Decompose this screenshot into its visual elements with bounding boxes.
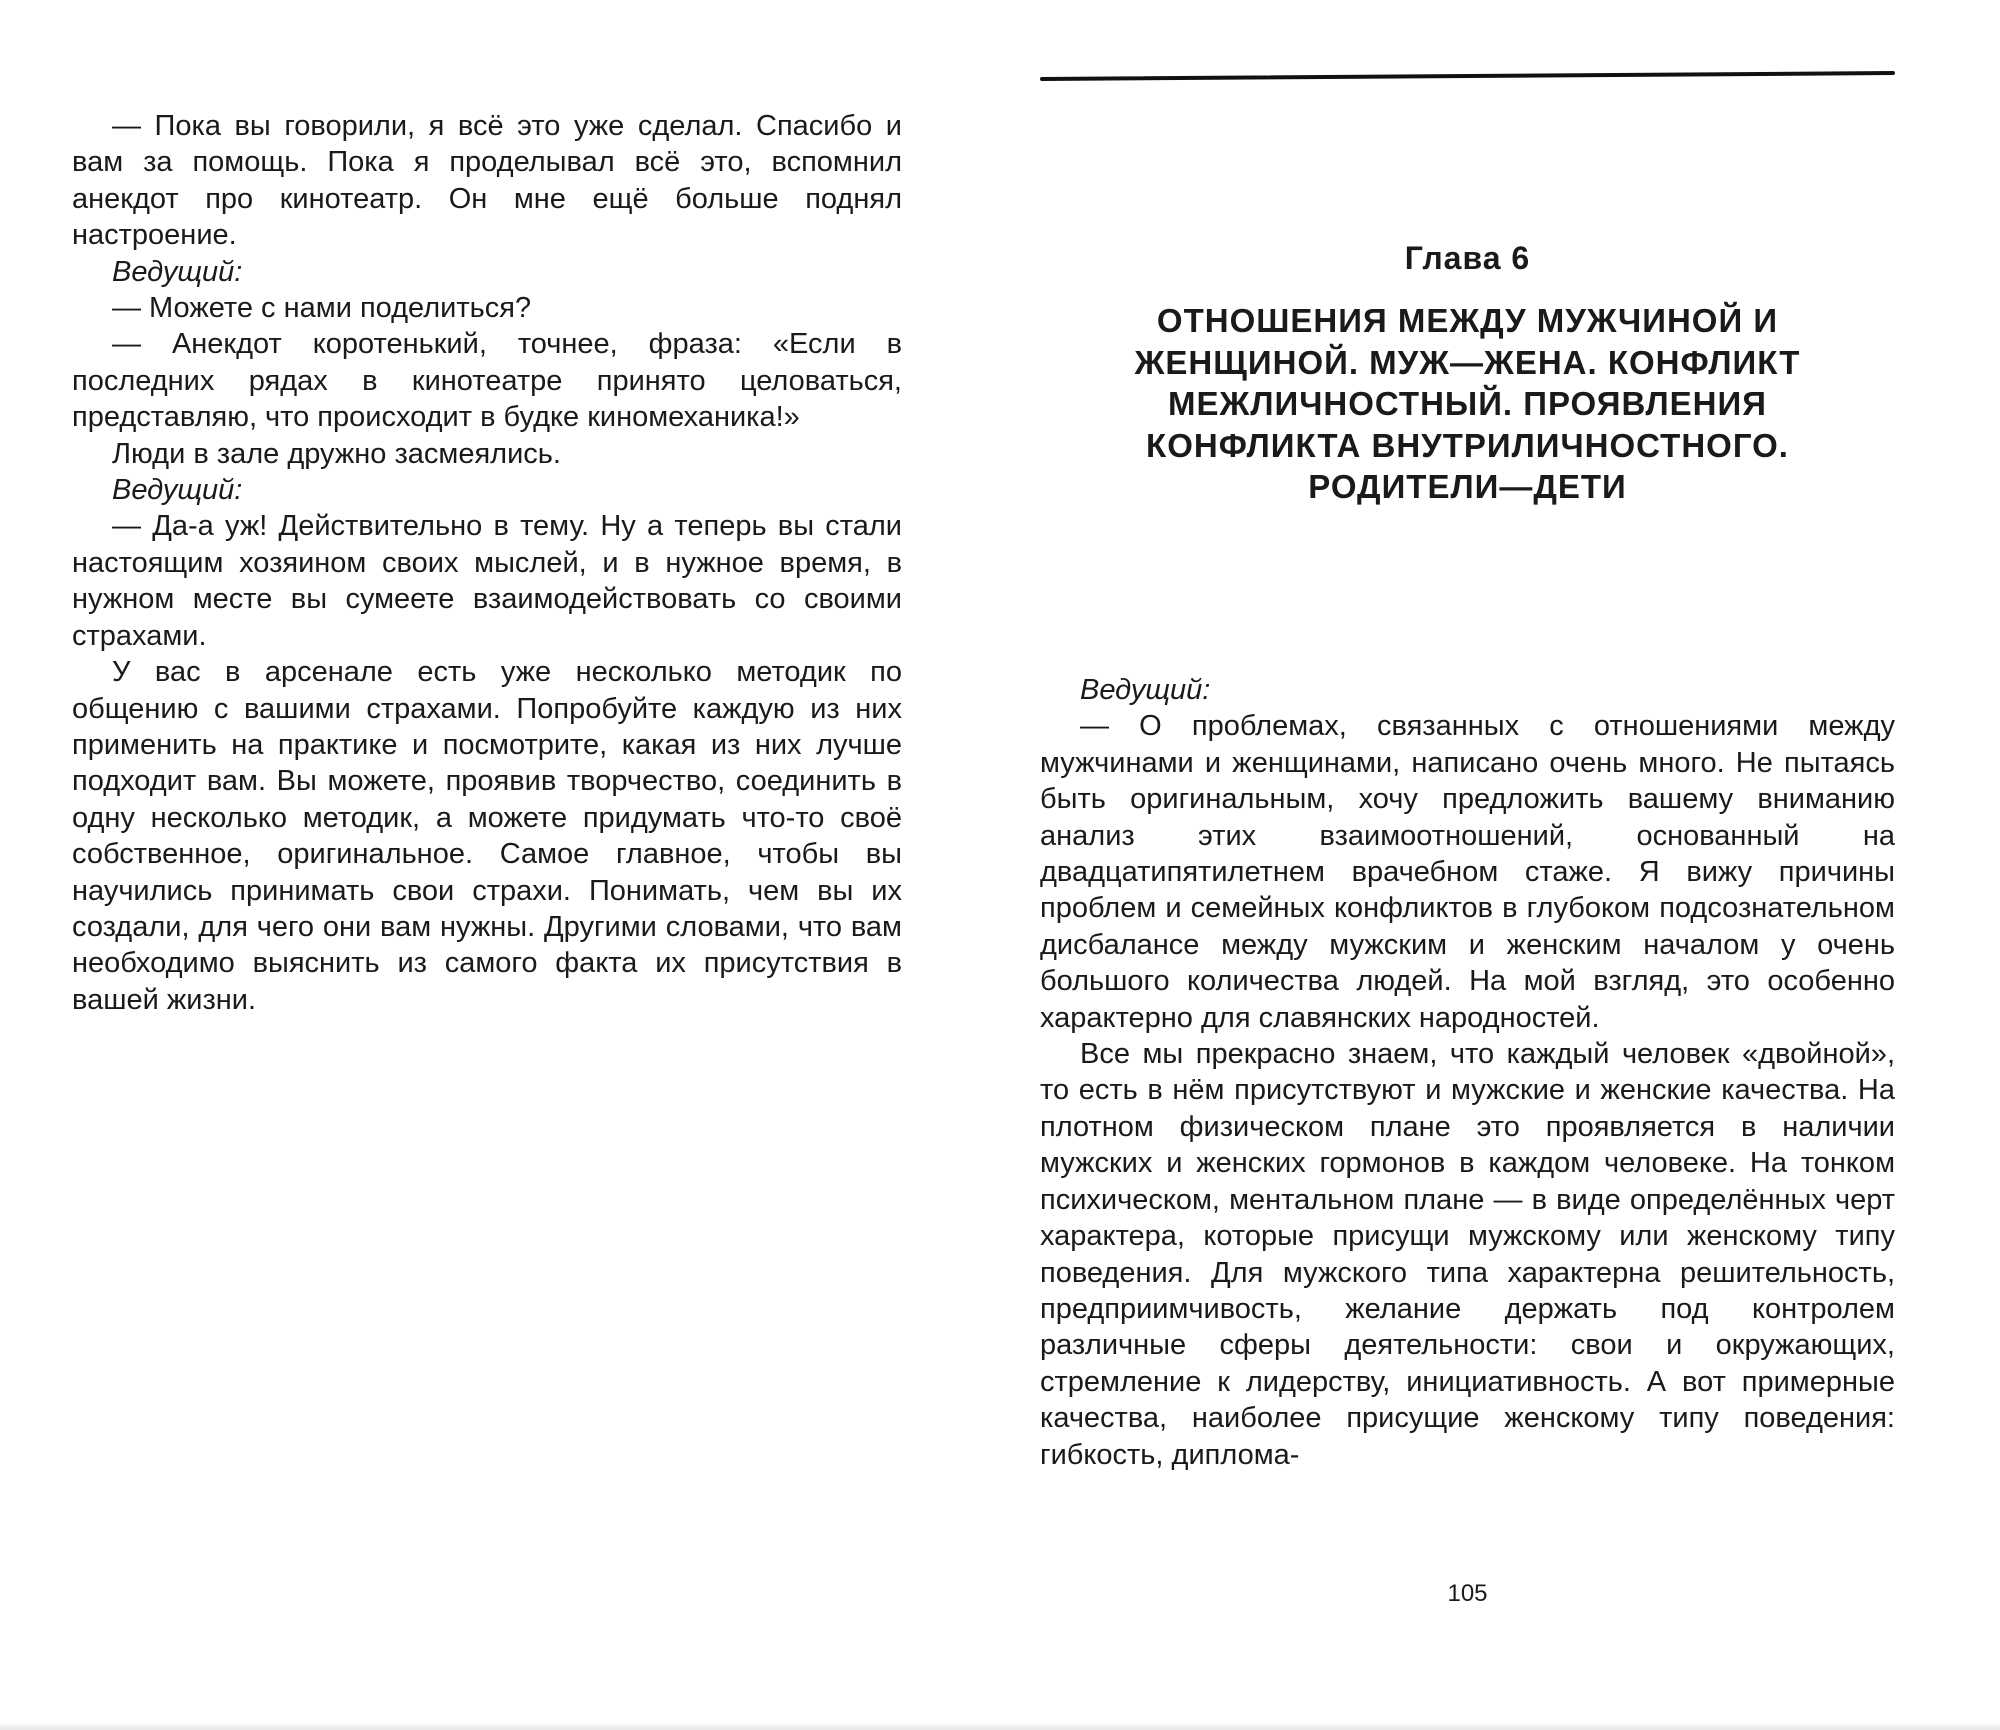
- paragraph: У вас в арсенале есть уже несколько методик по общению с вашими страхами. Попробуйте каждую из них применить на практике и посмотрите, какая из них лучше подходит вам. Вы можете, проявив творчество, соединить в одну несколько методик, а можете придумать что-то своё собственное, оригинальное. Самое главное, чтобы вы научились принимать свои страхи. Понимать, чем вы их создали, для чего они вам нужны. Другими словами, что вам необходимо выяснить из самого факта их присутствия в вашей жизни.: [72, 656, 902, 1016]
- right-page: [1000, 0, 2000, 1730]
- paragraph: — Пока вы говорили, я всё это уже сделал. Спасибо и вам за помощь. Пока я проделывал всё это, вспомнил анекдот про кинотеатр. Он мне ещё больше поднял настроение.: [72, 110, 902, 252]
- paragraph: — О проблемах, связанных с отношениями между мужчинами и женщинами, написано очень много. Не пытаясь быть оригинальным, хочу предложить вашему вниманию анализ этих взаимоотношений, основанный на двадцатипятилетнем врачебном стаже. Я вижу причины проблем и семейных конфликтов в глубоком подсознательном дисбалансе между мужским и женским началом у очень большого количества людей. На мой взгляд, это особенно характерно для славянских народностей.: [1040, 710, 1895, 1034]
- paragraph: — Можете с нами поделиться?: [112, 292, 532, 325]
- speaker-label: Ведущий:: [112, 255, 243, 288]
- paragraph: — Анекдот коротенький, точнее, фраза: «Если в последних рядах в кинотеатре принято целоваться, представляю, что происходит в будке киномеханика!»: [72, 328, 902, 434]
- chapter-heading: ОТНОШЕНИЯ МЕЖДУ МУЖЧИНОЙ И ЖЕНЩИНОЙ. МУЖ—ЖЕНА. КОНФЛИКТ МЕЖЛИЧНОСТНЫЙ. ПРОЯВЛЕНИЯ КОНФЛИКТА ВНУТРИЛИЧНОСТНОГО. РОДИТЕЛИ—ДЕТИ: [1134, 302, 1801, 505]
- paragraph: Все мы прекрасно знаем, что каждый человек «двойной», то есть в нём присутствуют и мужские и женские качества. На плотном физическом плане это проявляется в наличии мужских и женских гормонов в каждом человеке. На тонком психическом, ментальном плане — в виде определённых черт характера, которые присущи мужскому или женскому типу поведения. Для мужского типа характерна решительность, предприимчивость, желание держать под контролем различные сферы деятельности: свои и окружающих, стремление к лидерству, инициативность. А вот примерные качества, наиболее присущие женскому типу поведения: гибкость, диплома-: [1040, 1038, 1895, 1471]
- chapter-label: Глава 6: [1404, 240, 1531, 276]
- paragraph: Люди в зале дружно засмеялись.: [112, 437, 561, 470]
- paragraph: — Да-а уж! Действительно в тему. Ну а теперь вы стали настоящим хозяином своих мыслей, и в нужное время, в нужном месте вы сумеете взаимодействовать со своими страхами.: [72, 510, 902, 652]
- right-page-text: [1040, 672, 1895, 1473]
- page-number: 105: [1447, 1580, 1488, 1607]
- left-page-text: [72, 108, 902, 1018]
- speaker-label: Ведущий:: [1080, 674, 1211, 706]
- speaker-label: Ведущий:: [112, 474, 243, 507]
- chapter-rule: [1040, 71, 1895, 81]
- scan-edge: [0, 1722, 2000, 1730]
